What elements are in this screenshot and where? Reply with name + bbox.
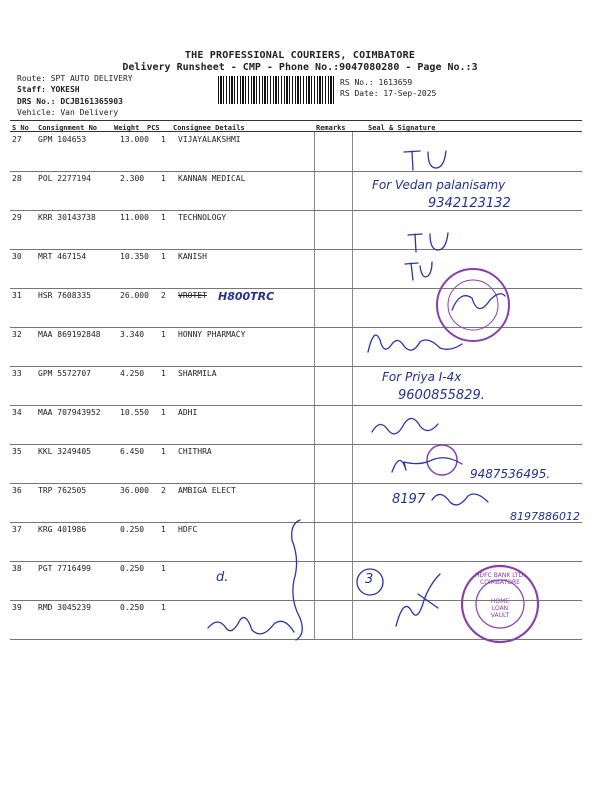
row-sno: 33 <box>12 369 22 378</box>
row-pcs: 1 <box>161 135 166 144</box>
handwritten-phone: 9342123132 <box>428 196 511 211</box>
staff-label: Staff: YOKESH <box>17 85 80 94</box>
signature-mark <box>404 151 446 170</box>
row-pcs: 1 <box>161 369 166 378</box>
row-consignment-no: HSR 7608335 <box>38 291 91 300</box>
row-weight: 10.550 <box>120 408 149 417</box>
row-pcs: 1 <box>161 603 166 612</box>
row-consignment-no: GPM 5572707 <box>38 369 91 378</box>
row-sno: 35 <box>12 447 22 456</box>
row-consignee: CHITHRA <box>178 447 212 456</box>
row-weight: 26.000 <box>120 291 149 300</box>
row-consignment-no: MAA 707943952 <box>38 408 101 417</box>
signature-mark <box>396 574 440 626</box>
signature-mark <box>405 262 432 280</box>
row-pcs: 1 <box>161 564 166 573</box>
handwritten-phone: 8197886012 <box>510 510 580 523</box>
row-consignee: VIJAYALAKSHMI <box>178 135 241 144</box>
col-sno: S No <box>12 124 29 132</box>
row-consignee: VROTET <box>178 291 207 300</box>
row-pcs: 2 <box>161 486 166 495</box>
row-consignment-no: POL 2277194 <box>38 174 91 183</box>
row-consignment-no: PGT 7716499 <box>38 564 91 573</box>
row-weight: 13.000 <box>120 135 149 144</box>
row-consignee: SHARMILA <box>178 369 217 378</box>
handwritten-note: H800TRC <box>218 290 275 303</box>
row-sno: 31 <box>12 291 22 300</box>
drs-label: DRS No.: DCJB161365903 <box>17 97 123 106</box>
row-consignee: ADHI <box>178 408 198 417</box>
handwritten-phone: 8197 <box>392 492 426 507</box>
row-weight: 2.300 <box>120 174 145 183</box>
handwritten-number: 3 <box>365 572 374 587</box>
row-weight: 36.000 <box>120 486 149 495</box>
row-consignment-no: RMD 3045239 <box>38 603 91 612</box>
row-sno: 36 <box>12 486 22 495</box>
col-consignee: Consignee Details <box>173 124 245 132</box>
hdfc-stamp-center-text: HOME LOAN VAULT <box>490 598 510 619</box>
row-weight: 3.340 <box>120 330 145 339</box>
signature-mark <box>292 520 303 640</box>
handwritten-mark: d. <box>216 570 229 585</box>
company-title: THE PROFESSIONAL COURIERS, COIMBATORE <box>184 50 416 61</box>
row-consignment-no: GPM 104653 <box>38 135 87 144</box>
col-pcs: PCS <box>147 124 160 132</box>
circled-number-mark <box>357 569 383 595</box>
row-consignee: KANISH <box>178 252 207 261</box>
col-weight: Weight <box>114 124 140 132</box>
row-consignee: AMBIGA ELECT <box>178 486 236 495</box>
row-sno: 39 <box>12 603 22 612</box>
row-pcs: 1 <box>161 174 166 183</box>
row-consignment-no: KRG 401986 <box>38 525 87 534</box>
col-remarks: Remarks <box>316 124 346 132</box>
row-pcs: 1 <box>161 213 166 222</box>
handwritten-phone: 9600855829. <box>398 388 485 403</box>
hdfc-stamp-ring-text: HDFC BANK LTD. COIMBATORE <box>475 572 525 586</box>
handwritten-note: For Vedan palanisamy <box>372 178 506 192</box>
row-consignee: KANNAN MEDICAL <box>178 174 246 183</box>
row-pcs: 1 <box>161 252 166 261</box>
row-weight: 0.250 <box>120 525 145 534</box>
col-seal-signature: Seal & Signature <box>368 124 436 132</box>
row-consignment-no: MAA 869192848 <box>38 330 101 339</box>
row-weight: 10.350 <box>120 252 149 261</box>
signature-mark <box>368 335 462 352</box>
row-pcs: 1 <box>161 330 166 339</box>
signature-mark <box>408 233 448 252</box>
row-weight: 4.250 <box>120 369 145 378</box>
row-consignment-no: MRT 467154 <box>38 252 87 261</box>
row-sno: 28 <box>12 174 22 183</box>
row-consignment-no: KRR 30143738 <box>38 213 96 222</box>
row-sno: 29 <box>12 213 22 222</box>
rs-date: RS Date: 17-Sep-2025 <box>340 89 437 98</box>
row-weight: 6.450 <box>120 447 145 456</box>
row-pcs: 1 <box>161 408 166 417</box>
row-consignee: HDFC <box>178 525 198 534</box>
row-consignment-no: TRP 762505 <box>38 486 87 495</box>
runsheet-subtitle: Delivery Runsheet - CMP - Phone No.:9047080280 - Page No.:3 <box>122 62 478 73</box>
signature-mark <box>208 618 294 634</box>
row-weight: 0.250 <box>120 603 145 612</box>
row-consignee: HONNY PHARMACY <box>178 330 246 339</box>
handwritten-phone: 9487536495. <box>470 467 551 481</box>
row-consignment-no: KKL 3249405 <box>38 447 91 456</box>
route-label: Route: SPT AUTO DELIVERY <box>17 74 133 83</box>
row-sno: 27 <box>12 135 22 144</box>
row-pcs: 2 <box>161 291 166 300</box>
row-weight: 11.000 <box>120 213 149 222</box>
vehicle-label: Vehicle: Van Delivery <box>17 108 119 117</box>
signature-mark <box>432 494 488 505</box>
row-pcs: 1 <box>161 447 166 456</box>
row-sno: 37 <box>12 525 22 534</box>
row-consignee: TECHNOLOGY <box>178 213 227 222</box>
signature-mark <box>372 418 438 433</box>
row-sno: 30 <box>12 252 22 261</box>
row-sno: 38 <box>12 564 22 573</box>
rs-number: RS No.: 1613659 <box>340 78 413 87</box>
row-sno: 32 <box>12 330 22 339</box>
row-weight: 0.250 <box>120 564 145 573</box>
company-stamp <box>437 269 509 341</box>
col-consignment: Consignment No <box>38 124 98 132</box>
row-pcs: 1 <box>161 525 166 534</box>
row-sno: 34 <box>12 408 22 417</box>
handwritten-note: For Priya I-4x <box>382 370 462 384</box>
